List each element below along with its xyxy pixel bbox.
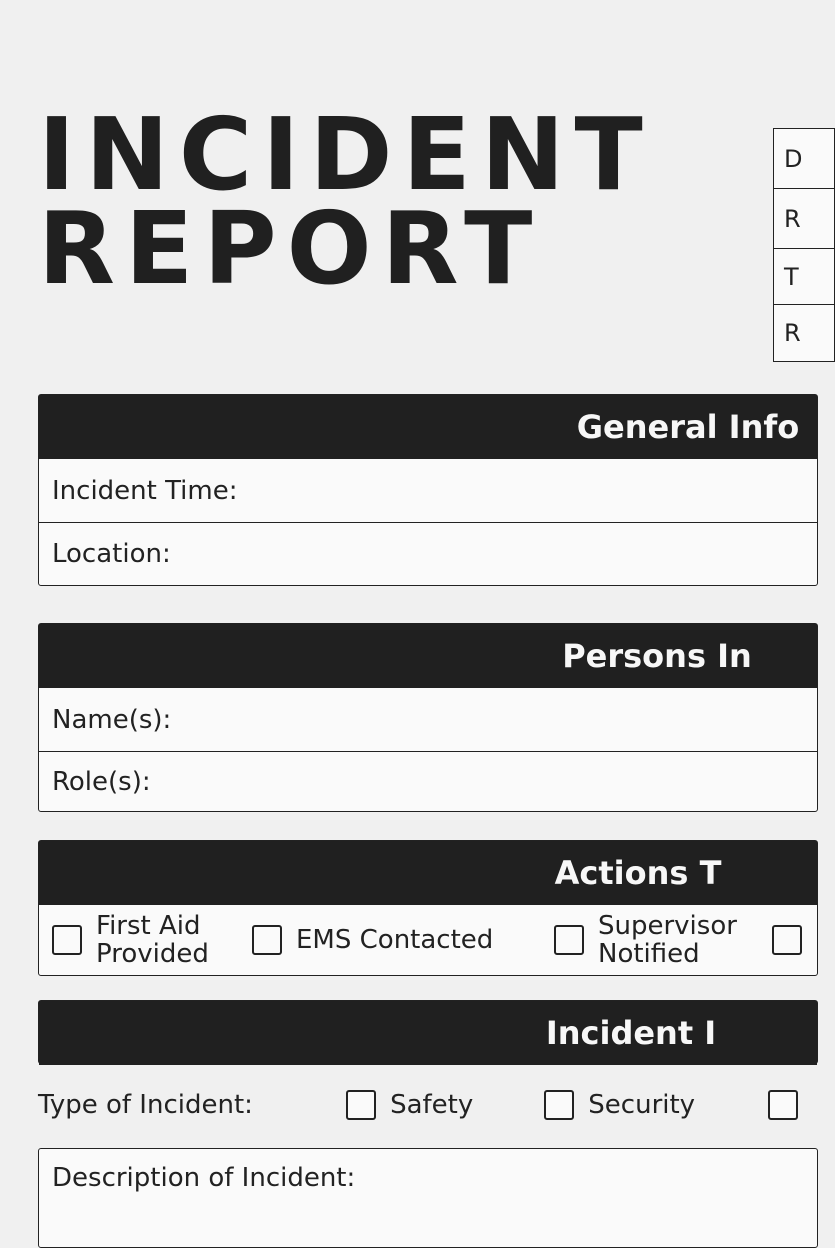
meta-row[interactable]: R (774, 189, 834, 249)
additional-action-checkbox[interactable] (772, 925, 802, 955)
roles-label: Role(s): (52, 766, 151, 797)
names-label: Name(s): (52, 704, 172, 735)
actions-header: Actions T (39, 841, 817, 905)
first-aid-checkbox[interactable] (52, 925, 82, 955)
incident-time-label: Incident Time: (52, 475, 238, 506)
actions-section (38, 840, 818, 976)
title-line-1: INCIDENT (38, 96, 653, 213)
location-field[interactable] (39, 522, 817, 585)
report-title (38, 96, 653, 307)
names-field[interactable] (39, 688, 817, 751)
incident-time-field[interactable] (39, 459, 817, 522)
meta-row[interactable]: T (774, 249, 834, 305)
title-line-2: REPORT (38, 190, 543, 307)
supervisor-notified-option[interactable]: Supervisor Notified (554, 912, 772, 968)
security-option[interactable]: Security (544, 1090, 768, 1120)
security-checkbox[interactable] (544, 1090, 574, 1120)
persons-section (38, 623, 818, 812)
general-info-section (38, 394, 818, 586)
other-type-option[interactable] (768, 1090, 798, 1120)
meta-row[interactable]: D (774, 129, 834, 189)
roles-field[interactable] (39, 751, 817, 811)
incident-details-section (38, 1000, 818, 1064)
incident-type-label: Type of Incident: (38, 1090, 253, 1120)
meta-row[interactable]: R (784, 319, 801, 347)
general-info-header: General Info (39, 395, 817, 459)
persons-header: Persons In (39, 624, 817, 688)
description-label: Description of Incident: (52, 1163, 356, 1193)
incident-details-header: Incident I (39, 1001, 817, 1065)
safety-option[interactable]: Safety (346, 1090, 544, 1120)
additional-action-option[interactable] (772, 925, 802, 955)
other-type-checkbox[interactable] (768, 1090, 798, 1120)
safety-checkbox[interactable] (346, 1090, 376, 1120)
report-meta-table (773, 128, 835, 362)
supervisor-notified-checkbox[interactable] (554, 925, 584, 955)
actions-options (39, 905, 817, 975)
description-field[interactable] (38, 1148, 818, 1248)
location-label: Location: (52, 539, 171, 569)
ems-contacted-checkbox[interactable] (252, 925, 282, 955)
ems-contacted-option[interactable]: EMS Contacted (252, 925, 554, 955)
first-aid-option[interactable]: First Aid Provided (52, 912, 252, 968)
incident-type-row (38, 1085, 798, 1125)
